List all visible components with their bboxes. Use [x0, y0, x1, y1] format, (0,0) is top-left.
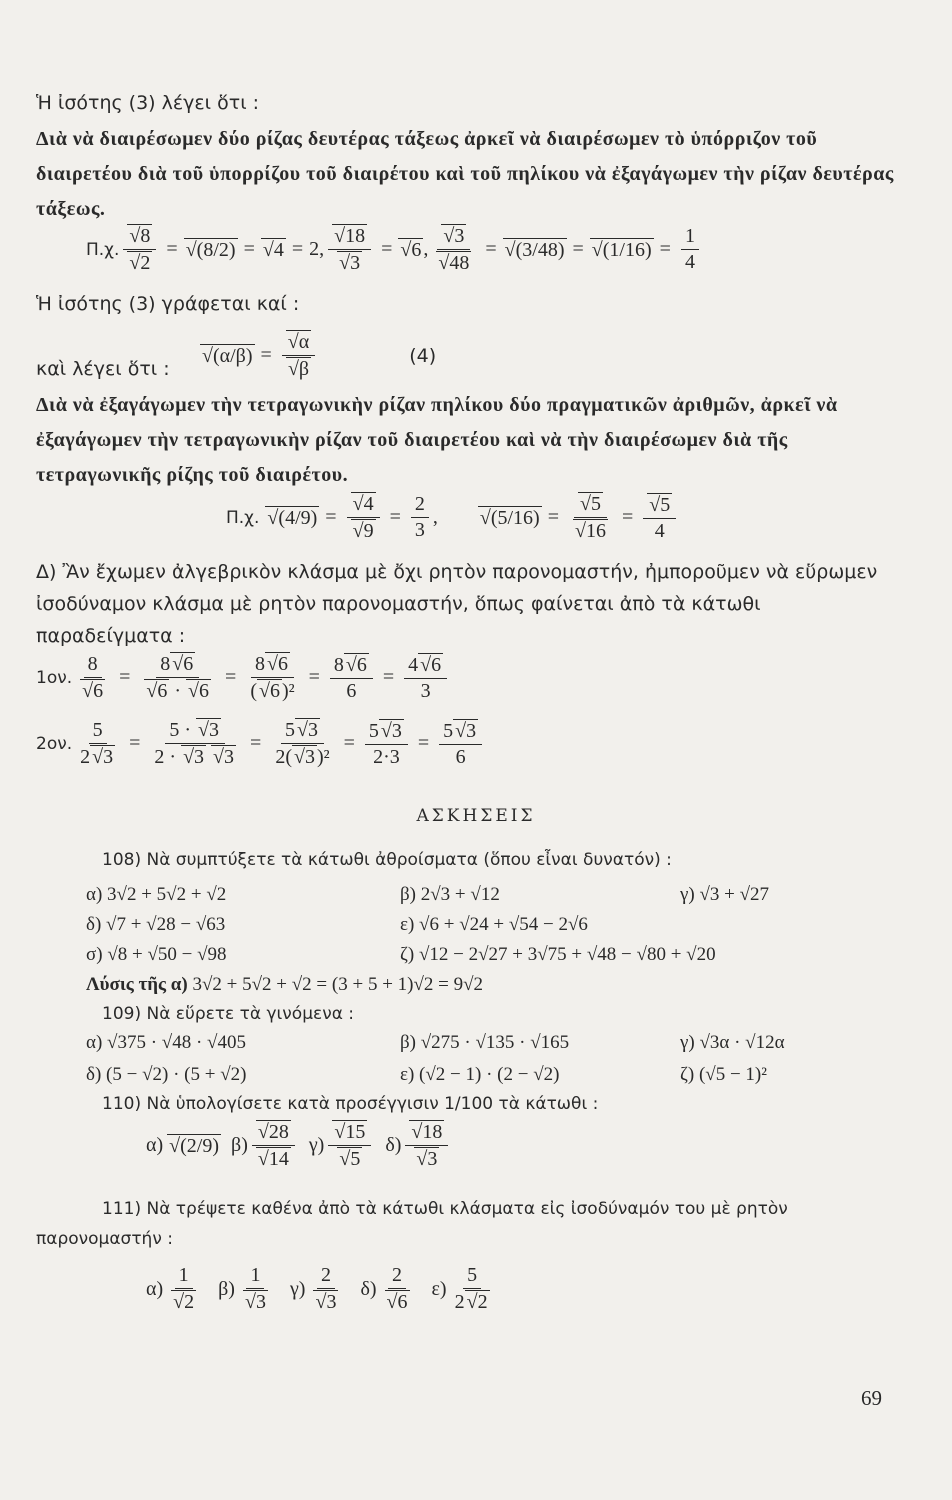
second-example-label: 2ον. [36, 733, 73, 754]
exercise-110-items: α) √ (2/9) β) √ 28 √ 14 γ) √ 15 √ 5 δ) √ 18 √ 3 [146, 1120, 452, 1171]
fraction: 1 √ 3 [239, 1264, 272, 1314]
section-d-text: Δ) Ἂν ἔχωμεν ἀλγεβρικὸν κλάσμα μὲ ὄχι ρητὸν παρονομαστήν, ἠμποροῦμεν νὰ εὕρωμεν ἰσοδύναμον κλάσμα μὲ ρητὸν παρονομαστήν, ὅπως φαίνεται ἀπὸ τὰ κάτωθι παραδείγματα : [36, 561, 878, 647]
example-label: Π.χ. [86, 239, 120, 260]
fraction: √ 15 √ 5 [328, 1120, 371, 1171]
intro-line-3: καὶ λέγει ὅτι : [36, 358, 170, 380]
exercise-111-title: 111) Νὰ τρέψετε καθένα ἀπὸ τὰ κάτωθι κλάσματα εἰς ἰσοδύναμόν του μὲ ρητὸν παρονομαστήν : [36, 1199, 788, 1249]
fraction: √ 3 √ 48 [432, 224, 475, 275]
exercise-108-e: ε) √6 + √24 + √54 − 2√6 [400, 914, 588, 935]
fraction: √ $\frac{5}{4}$ [643, 493, 676, 543]
fraction: 8√ 6 √ 6 · √ 6 [140, 652, 215, 703]
fraction: $\frac{5}{2√ 2}$ [451, 1264, 494, 1314]
fraction: √ 5 √ 16 [569, 492, 612, 543]
exercise-109-d: δ) (5 − √2) · (5 + √2) [86, 1064, 247, 1085]
fraction: √ 4 √ 9 [347, 492, 380, 543]
exercise-109-b: β) √275 · √135 · √165 [400, 1032, 570, 1053]
exercise-109-a: α) √375 · √48 · √405 [86, 1032, 246, 1053]
exercise-109-title: 109) Νὰ εὕρετε τὰ γινόμενα : [102, 1004, 355, 1024]
equation-4: √ (α/β) = √ α √ β (4) [200, 330, 436, 381]
exercise-108-d: δ) √7 + √28 − √63 [86, 914, 226, 935]
fraction: √ 8 √ 2 [123, 224, 156, 275]
fraction: $\frac{2}{3}$ [411, 493, 429, 542]
fraction: $\frac{5√ 3}{6}$ [439, 719, 482, 769]
fraction: 1 √ 2 [167, 1264, 200, 1314]
example-1-equations: Π.χ. √ 8 √ 2 = √ (8/2) = √ 4 = 2, √ 18 √ 3 = √ 6 , √ 3 √ 48 = √ (3/48) = √ (1/16) = $\frac{1}{4}$ [86, 224, 703, 275]
fraction: $\frac{5 \cdot √ 3}{2 \cdot √ 3 √ 3}$ [150, 718, 240, 769]
rule-root-of-quotient: Διὰ νὰ ἐξαγάγωμεν τὴν τετραγωνικὴν ρίζαν πηλίκου δύο πραγματικῶν ἀριθμῶν, ἀρκεῖ νὰ ἐξαγάγωμεν τὴν τετραγωνικὴν ρίζαν τοῦ διαιρετέου καὶ νὰ τὴν διαιρέσωμεν διὰ τῆς τετραγωνικῆς ρίζης τοῦ διαιρέτου. [36, 394, 838, 486]
exercise-111-items: α) 1 √ 2 β) 1 √ 3 γ) 2 √ 3 δ) 2 √ 6 ε) $\frac{5}{2√ 2}$ [146, 1264, 498, 1314]
exercises-title: ΑΣΚΗΣΕΙΣ [416, 806, 536, 826]
fraction: 8 √ 6 [76, 653, 109, 703]
rule-quotient-of-roots: Διὰ νὰ διαιρέσωμεν δύο ρίζας δευτέρας τάξεως ἀρκεῖ νὰ διαιρέσωμεν τὸ ὑπόρριζον τοῦ διαιρετέου διὰ τοῦ ὑπορρίζου τοῦ διαιρέτου καὶ τοῦ πηλίκου νὰ ἐξαγάγωμεν τὴν ρίζαν δευτέρας τάξεως. [36, 128, 894, 220]
exercise-110-title: 110) Νὰ ὑπολογίσετε κατὰ προσέγγισιν 1/100 τὰ κάτωθι : [102, 1094, 599, 1114]
fraction: √ 28 √ 14 [252, 1120, 295, 1171]
fraction: $\frac{8√ 6}{6}$ [330, 653, 373, 703]
fraction: 2 √ 6 [381, 1264, 414, 1314]
intro-line-2: Ἡ ἰσότης (3) γράφεται καί : [36, 293, 300, 315]
exercise-108-a: α) 3√2 + 5√2 + √2 [86, 884, 227, 905]
first-example-label: 1ον. [36, 667, 73, 688]
exercise-109-e: ε) (√2 − 1) · (2 − √2) [400, 1064, 560, 1085]
exercise-108-b: β) 2√3 + √12 [400, 884, 500, 905]
page-number: 69 [861, 1386, 882, 1410]
exercise-108-z: ζ) √12 − 2√27 + 3√75 + √48 − √80 + √20 [400, 944, 716, 965]
solution-label: Λύσις τῆς α) [86, 974, 188, 995]
fraction: $\frac{5√ 3}{2\cdot 3}$ [365, 719, 408, 769]
exercise-108-s: σ) √8 + √50 − √98 [86, 944, 227, 965]
exercise-109-z: ζ) (√5 − 1)² [680, 1064, 767, 1085]
fraction: $\frac{4√ 6}{3}$ [404, 653, 447, 703]
fraction: √ α √ β [282, 330, 315, 381]
fraction: 2 √ 3 [309, 1264, 342, 1314]
exercise-108-c: γ) √3 + √27 [680, 884, 770, 905]
example-label: Π.χ. [226, 507, 260, 528]
exercise-108-solution [86, 974, 483, 996]
intro-line-1: Ἡ ἰσότης (3) λέγει ὅτι : [36, 92, 260, 114]
exercise-108-title: 108) Νὰ συμπτύξετε τὰ κάτωθι ἀθροίσματα (ὅπου εἶναι δυνατόν) : [102, 850, 672, 870]
solution-text: 3√2 + 5√2 + √2 = (3 + 5 + 1)√2 = 9√2 [192, 974, 484, 995]
rationalize-example-2: 2ον. $\frac{5}{2√ 3}$ = $\frac{5 \cdot √ 3}{2 \cdot √ 3 √ 3}$ = $\frac{5√ 3}{\text{2(√ 3 )²}}$ = $\frac{5√ 3}{2\cdot 3}$ = $\frac{5√ 3}{6}$ [36, 718, 486, 769]
fraction: √ 18 √ 3 [328, 224, 371, 275]
example-2-equations: Π.χ. √ (4/9) = √ 4 √ 9 = $\frac{2}{3}$ , √ (5/16) = √ 5 √ 16 = √ $\frac{5}{4}$ [226, 492, 680, 543]
rationalize-example-1: 1ον. 8 √ 6 = 8√ 6 √ 6 · √ 6 = $\frac{8√ 6}{\text{(√ 6 )²}}$ = $\frac{8√ 6}{6}$ = $\frac{4√ 6}{3}$ [36, 652, 451, 703]
fraction: $\frac{1}{4}$ [681, 225, 699, 274]
fraction: $\frac{8√ 6}{\text{(√ 6 )²}}$ [246, 652, 298, 703]
exercise-109-c: γ) √3α · √12α [680, 1032, 785, 1053]
equation-number: (4) [409, 344, 437, 367]
fraction: $\frac{5}{2√ 3}$ [76, 719, 119, 769]
fraction: $\frac{5√ 3}{\text{2(√ 3 )²}}$ [271, 718, 333, 769]
fraction: √ 18 √ 3 [405, 1120, 448, 1171]
